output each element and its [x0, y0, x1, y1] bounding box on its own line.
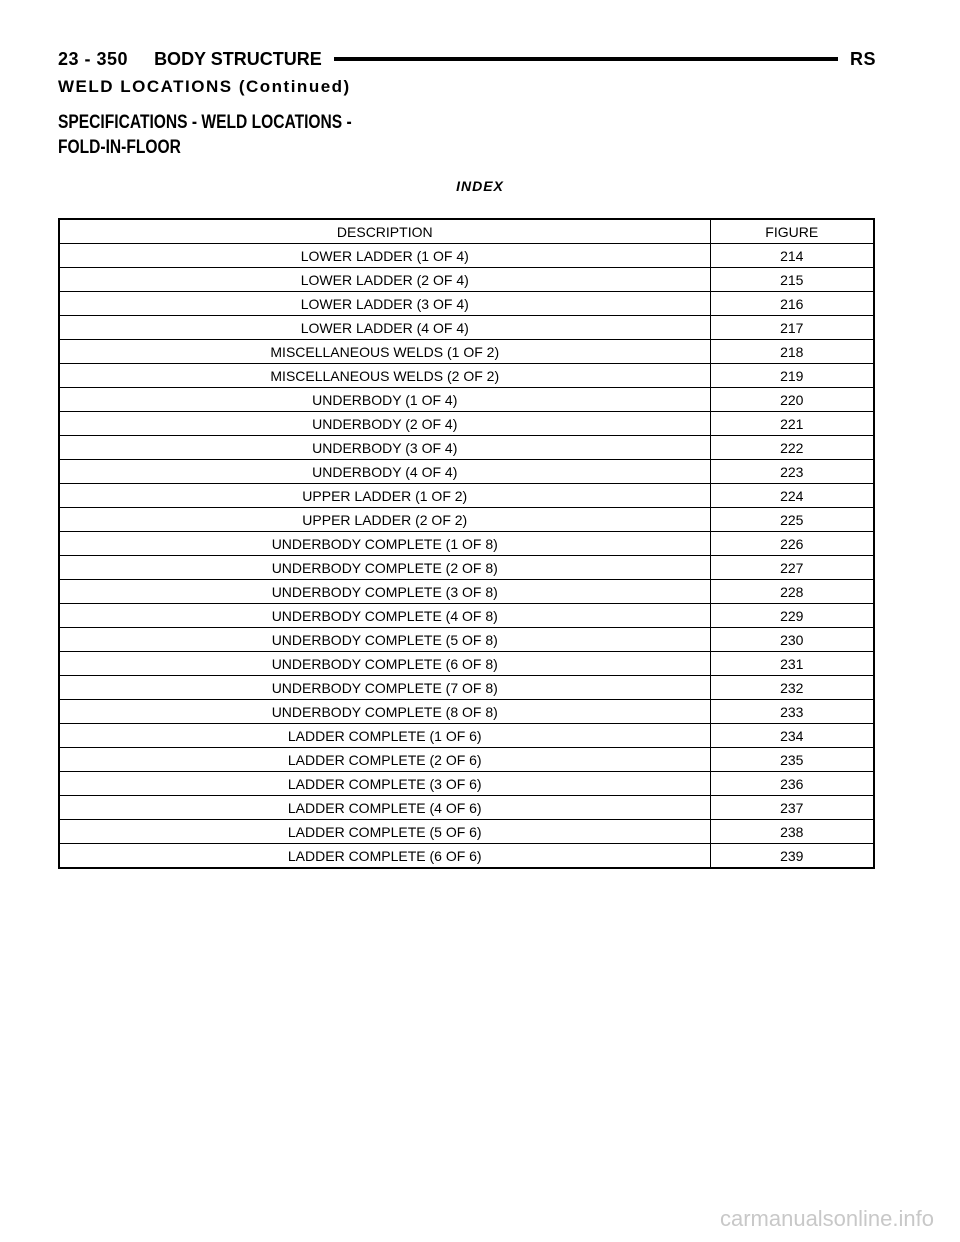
- row-figure-number: 214: [710, 244, 874, 268]
- row-figure-number: 226: [710, 532, 874, 556]
- row-figure-number: 224: [710, 484, 874, 508]
- page-number: 23 - 350: [58, 48, 129, 69]
- table-row: [59, 676, 874, 700]
- table-row: [59, 508, 874, 532]
- table-row: [59, 700, 874, 724]
- spec-heading: [58, 110, 386, 160]
- model-code: RS: [849, 48, 876, 69]
- row-figure-number: 225: [710, 508, 874, 532]
- table-row: [59, 364, 874, 388]
- row-description: UPPER LADDER (2 OF 2): [59, 508, 710, 532]
- row-figure-number: 237: [710, 796, 874, 820]
- row-description: UNDERBODY COMPLETE (5 OF 8): [59, 628, 710, 652]
- row-description: UNDERBODY COMPLETE (6 OF 8): [59, 652, 710, 676]
- row-description: LADDER COMPLETE (4 OF 6): [59, 796, 710, 820]
- table-row: [59, 772, 874, 796]
- row-description: UNDERBODY (2 OF 4): [59, 412, 710, 436]
- table-row: [59, 652, 874, 676]
- row-description: LADDER COMPLETE (2 OF 6): [59, 748, 710, 772]
- table-row: [59, 460, 874, 484]
- row-figure-number: 216: [710, 292, 874, 316]
- table-row: [59, 580, 874, 604]
- table-row: [59, 532, 874, 556]
- row-figure-number: 217: [710, 316, 874, 340]
- row-description: MISCELLANEOUS WELDS (2 OF 2): [59, 364, 710, 388]
- row-figure-number: 238: [710, 820, 874, 844]
- row-description: UNDERBODY COMPLETE (2 OF 8): [59, 556, 710, 580]
- section-title: BODY STRUCTURE: [154, 48, 322, 69]
- table-row: [59, 436, 874, 460]
- row-description: UNDERBODY COMPLETE (8 OF 8): [59, 700, 710, 724]
- row-figure-number: 236: [710, 772, 874, 796]
- row-description: UNDERBODY COMPLETE (4 OF 8): [59, 604, 710, 628]
- row-figure-number: 220: [710, 388, 874, 412]
- spec-heading-line1: SPECIFICATIONS - WELD LOCATIONS -: [58, 112, 352, 133]
- column-header-description: DESCRIPTION: [59, 219, 710, 244]
- row-description: UNDERBODY COMPLETE (7 OF 8): [59, 676, 710, 700]
- row-figure-number: 223: [710, 460, 874, 484]
- weld-index-table: [58, 218, 875, 869]
- continued-heading: WELD LOCATIONS (Continued): [58, 77, 351, 96]
- watermark: carmanualsonline.info: [719, 1206, 934, 1231]
- row-figure-number: 228: [710, 580, 874, 604]
- row-description: UNDERBODY (1 OF 4): [59, 388, 710, 412]
- table-row: [59, 340, 874, 364]
- table-row: [59, 724, 874, 748]
- row-figure-number: 221: [710, 412, 874, 436]
- spec-heading-line2: FOLD-IN-FLOOR: [58, 137, 181, 158]
- table-row: [59, 484, 874, 508]
- index-title: INDEX: [456, 178, 504, 194]
- row-figure-number: 219: [710, 364, 874, 388]
- row-figure-number: 227: [710, 556, 874, 580]
- table-body: [59, 244, 874, 869]
- row-figure-number: 215: [710, 268, 874, 292]
- row-description: LADDER COMPLETE (1 OF 6): [59, 724, 710, 748]
- table-row: [59, 748, 874, 772]
- table-row: [59, 244, 874, 268]
- row-description: UNDERBODY (3 OF 4): [59, 436, 710, 460]
- column-header-figure: FIGURE: [710, 219, 874, 244]
- table-row: [59, 268, 874, 292]
- row-description: UNDERBODY COMPLETE (1 OF 8): [59, 532, 710, 556]
- table-row: [59, 604, 874, 628]
- header-rule: [334, 57, 838, 61]
- table-row: [59, 316, 874, 340]
- table-row: [59, 292, 874, 316]
- row-figure-number: 231: [710, 652, 874, 676]
- row-description: LOWER LADDER (4 OF 4): [59, 316, 710, 340]
- page-header: [58, 46, 876, 72]
- table-row: [59, 844, 874, 869]
- row-figure-number: 233: [710, 700, 874, 724]
- row-description: MISCELLANEOUS WELDS (1 OF 2): [59, 340, 710, 364]
- row-description: LADDER COMPLETE (5 OF 6): [59, 820, 710, 844]
- table-header-row: [59, 219, 874, 244]
- row-figure-number: 222: [710, 436, 874, 460]
- row-description: LADDER COMPLETE (6 OF 6): [59, 844, 710, 869]
- row-figure-number: 235: [710, 748, 874, 772]
- row-figure-number: 232: [710, 676, 874, 700]
- row-figure-number: 229: [710, 604, 874, 628]
- row-description: LADDER COMPLETE (3 OF 6): [59, 772, 710, 796]
- table-row: [59, 820, 874, 844]
- row-figure-number: 239: [710, 844, 874, 869]
- table-row: [59, 796, 874, 820]
- row-description: LOWER LADDER (2 OF 4): [59, 268, 710, 292]
- row-description: UPPER LADDER (1 OF 2): [59, 484, 710, 508]
- row-description: LOWER LADDER (1 OF 4): [59, 244, 710, 268]
- table-row: [59, 628, 874, 652]
- row-figure-number: 218: [710, 340, 874, 364]
- row-description: LOWER LADDER (3 OF 4): [59, 292, 710, 316]
- row-figure-number: 230: [710, 628, 874, 652]
- table-row: [59, 556, 874, 580]
- row-figure-number: 234: [710, 724, 874, 748]
- table-row: [59, 388, 874, 412]
- table-row: [59, 412, 874, 436]
- row-description: UNDERBODY (4 OF 4): [59, 460, 710, 484]
- row-description: UNDERBODY COMPLETE (3 OF 8): [59, 580, 710, 604]
